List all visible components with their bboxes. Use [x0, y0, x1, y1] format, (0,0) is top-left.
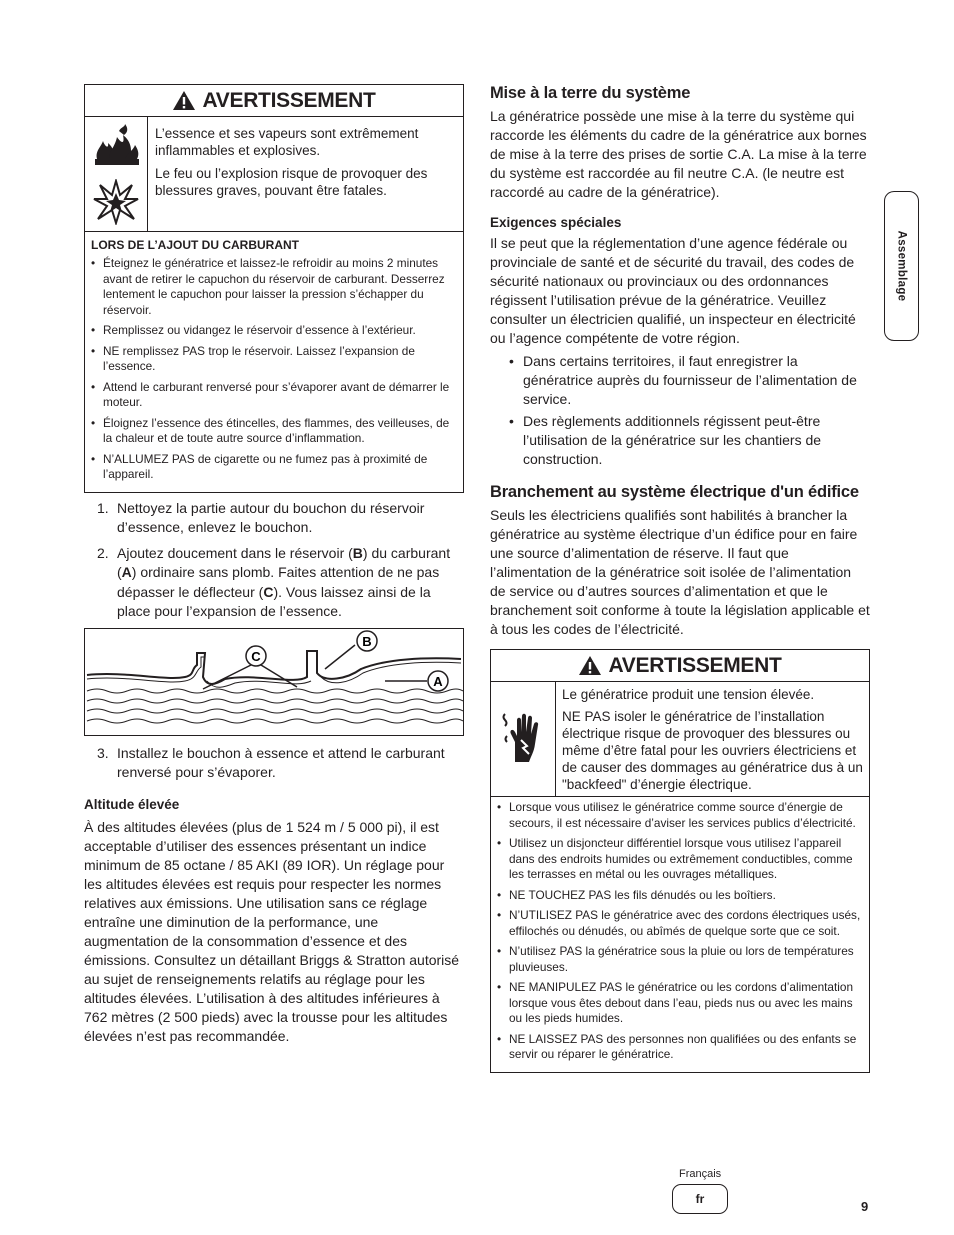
electrical-warning-list — [491, 797, 869, 1072]
warning-header — [491, 650, 869, 682]
fuel-warning-box — [84, 84, 464, 493]
warning-text-1: L’essence et ses vapeurs sont extrêmement inflammables et explosives. — [155, 126, 419, 158]
list-item: • Remplissez ou vidangez le réservoir d’essence à l’extérieur. — [89, 323, 457, 339]
section-tab-assemblage — [884, 191, 919, 341]
label-a: A — [433, 673, 443, 689]
altitude-text: À des altitudes élevées (plus de 1 524 m / 5 000 pi), il est acceptable d’utiliser des essences présentant un indice minimum de 85 octane / 85 AKI (89 IOR). Un réglage pour les altitudes élevées est requis pour respecter les normes relatives aux émissions. Une utilisation sans ce réglage entraîne une diminution de la performance, une augmentation de la consommation d’essence et des émissions. Consultez un détaillant Briggs & Stratton autorisé au sujet de renseignements relatifs au réglage pour les altitudes élevées. L’utilisation à des altitudes inférieures à 762 mètres (2 500 pieds) avec la trousse pour les altitudes élevées n’est pas recommandée. — [84, 818, 460, 1044]
list-item: • NE TOUCHEZ PAS les fils dénudés ou les boîtiers. — [495, 888, 863, 904]
warning-title: AVERTISSEMENT — [608, 653, 782, 677]
list-item: • N’utilisez PAS la génératrice sous la pluie ou lors de températures pluvieuses. — [495, 944, 863, 975]
language-label: Français — [679, 1168, 722, 1180]
warning-title: AVERTISSEMENT — [202, 88, 376, 112]
warning-text-2: NE PAS isoler le génératrice de l’installation électrique risque de provoquer des blessures ou même d’être fatal pour les ouvriers électriciens et de causer des dommages au génératrice dus à un "backfeed" d’énergie électrique. — [562, 709, 863, 792]
warning-text-2: Le feu ou l’explosion risque de provoquer des blessures graves, pouvant être fatales. — [155, 166, 428, 198]
list-item: • NE remplissez PAS trop le réservoir. Laissez l’expansion de l’essence. — [89, 344, 457, 375]
warning-triangle-icon — [172, 90, 196, 111]
grounding-text: La génératrice possède une mise à la terre du système qui raccorde les éléments du cadre de la génératrice aux bornes de mise à la terre des prises de sortie C.A. La mise à la terre du système est raccordée au fil neutre C.A. (le neutre est raccordé au cadre de la génératrice). — [490, 108, 867, 200]
special-requirements-text: Il se peut que la réglementation d’une agence fédérale ou provinciale de santé et de sécurité du travail, des codes de sécurité nationaux ou provinciaux ou des ordonnances régissent l’utilisation prévue de la génératrice. Veuillez consulter un électricien qualifié, un inspecteur en électricité ou l’agence compétente de votre région. — [490, 235, 856, 346]
list-item: • Dans certains territoires, il faut enregistrer la génératrice auprès du fournisseur de l’alimentation de service. — [490, 352, 870, 409]
language-badge: fr — [672, 1184, 728, 1214]
refuel-steps — [84, 499, 464, 622]
altitude-heading: Altitude élevée — [84, 796, 180, 812]
step-1: 1. Nettoyez la partie autour du bouchon du réservoir d’essence, enlevez le bouchon. — [97, 499, 425, 535]
electrical-warning-box — [490, 649, 870, 1073]
warning-text-1: Le génératrice produit une tension élevée. — [562, 687, 815, 702]
list-item: • NE LAISSEZ PAS des personnes non qualifiées ou des enfants se servir ou réparer le génératrice. — [495, 1032, 863, 1063]
section-tab-label: Assemblage — [895, 230, 908, 302]
step-2: 2. Ajoutez doucement dans le réservoir (B) du carburant (A) ordinaire sans plomb. Faites attention de ne pas dépasser le déflecteur (C). Vous laissez ainsi de la place pour l’expansion de l’essence. — [97, 544, 451, 619]
fuel-warning-list — [85, 256, 463, 492]
electric-shock-hand-icon — [501, 712, 545, 766]
warning-header — [85, 85, 463, 117]
explosion-icon — [92, 179, 140, 225]
page-number: 9 — [861, 1199, 869, 1214]
right-column — [490, 84, 870, 1073]
grounding-heading: Mise à la terre du système — [490, 84, 691, 102]
step-3: 3. Installez le bouchon à essence et attend le carburant renversé pour s’évaporer. — [97, 744, 445, 780]
list-item: • Lorsque vous utilisez le génératrice comme source d’énergie de secours, il est nécessaire d’aviser les services publics d’électricité. — [495, 800, 863, 831]
connection-text: Seuls les électriciens qualifiés sont habilités à brancher la génératrice au système électrique d’un édifice pour en faire une source d’alimentation de réserve. Il faut que l’alimentation de la génératrice soit isolée de l’alimentation de service ou d’autres sources d’alimentation et que le branchement soit conforme à toute la législation applicable et à tous les codes de l’électricité. — [490, 507, 870, 637]
list-item: • NE MANIPULEZ PAS le génératrice ou les cordons d’alimentation lorsque vous êtes debout dans l’eau, pieds nus ou avec les mains ou les pieds humides. — [495, 980, 863, 1027]
fuel-tank-drawing — [85, 629, 463, 733]
list-item: • Attend le carburant renversé pour s’évaporer avant de démarrer le moteur. — [89, 380, 457, 411]
warning-triangle-icon — [578, 655, 602, 676]
special-requirements-list — [490, 352, 870, 469]
label-b: B — [362, 633, 372, 649]
fire-icon — [91, 123, 141, 167]
warning-subtitle: LORS DE L’AJOUT DU CARBURANT — [91, 238, 300, 252]
list-item: • Éteignez le génératrice et laissez-le refroidir au moins 2 minutes avant de retirer le capuchon du réservoir de carburant. Desserrez lentement le capuchon pour laisser la pression s’échapper du réservoir. — [89, 256, 457, 318]
left-column — [84, 84, 464, 1046]
list-item: • Des règlements additionnels régissent peut-être l’utilisation de la génératrice sur les chantiers de construction. — [490, 412, 870, 469]
label-c: C — [251, 648, 261, 664]
special-requirements-heading: Exigences spéciales — [490, 215, 622, 230]
list-item: • Éloignez l’essence des étincelles, des flammes, des veilleuses, de la chaleur et de toute autre source d’inflammation. — [89, 416, 457, 447]
list-item: • N’UTILISEZ PAS le génératrice avec des cordons électriques usés, effilochés ou dénudés, ou abîmés de quelque sorte que ce soit. — [495, 908, 863, 939]
list-item: • Utilisez un disjoncteur différentiel lorsque vous utilisez l’appareil dans des endroits humides ou extrêmement conductibles, comme les terrasses en métal ou les ouvrages métalliques. — [495, 836, 863, 883]
connection-heading: Branchement au système électrique d'un édifice — [490, 483, 859, 501]
list-item: • N’ALLUMEZ PAS de cigarette ou ne fumez pas à proximité de l’appareil. — [89, 452, 457, 483]
fuel-tank-diagram — [84, 628, 464, 736]
